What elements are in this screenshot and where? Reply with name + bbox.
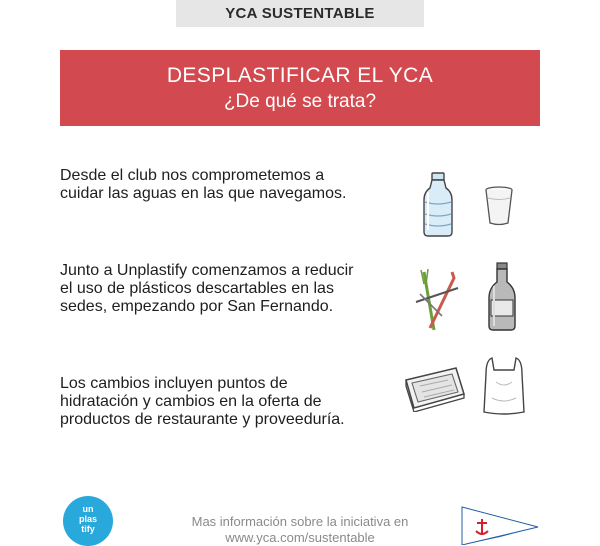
title-banner	[60, 50, 540, 126]
logo-text-line3: tify	[81, 524, 95, 534]
glass-bottle-icon	[485, 262, 519, 332]
logo-text-line1: un	[82, 504, 94, 514]
section-tag: YCA SUSTENTABLE	[176, 0, 424, 27]
banner-subtitle: ¿De qué se trata?	[223, 91, 377, 112]
food-container-icon	[402, 364, 466, 412]
plastic-bag-icon	[482, 354, 526, 416]
yca-burgee-logo	[460, 505, 540, 545]
unplastify-logo	[63, 496, 113, 546]
paragraph-changes: Los cambios incluyen puntos de hidratación y cambios en la oferta de productos de restaurante y proveeduría.	[60, 375, 345, 428]
banner-title: DESPLASTIFICAR EL YCA	[166, 64, 434, 87]
straws-cutlery-icon	[412, 268, 462, 332]
plastic-cup-icon	[484, 186, 514, 226]
paragraph-commitment: Desde el club nos comprometemos a cuidar las aguas en las que navegamos.	[60, 167, 347, 202]
footer-info-text: Mas información sobre la iniciativa en www.yca.com/sustentable	[191, 514, 409, 545]
paragraph-unplastify: Junto a Unplastify comenzamos a reducir el uso de plásticos descartables en las sedes, empezando por San Fernando.	[60, 262, 354, 315]
logo-text-line2: plas	[78, 514, 97, 524]
plastic-bottle-icon	[420, 172, 456, 238]
